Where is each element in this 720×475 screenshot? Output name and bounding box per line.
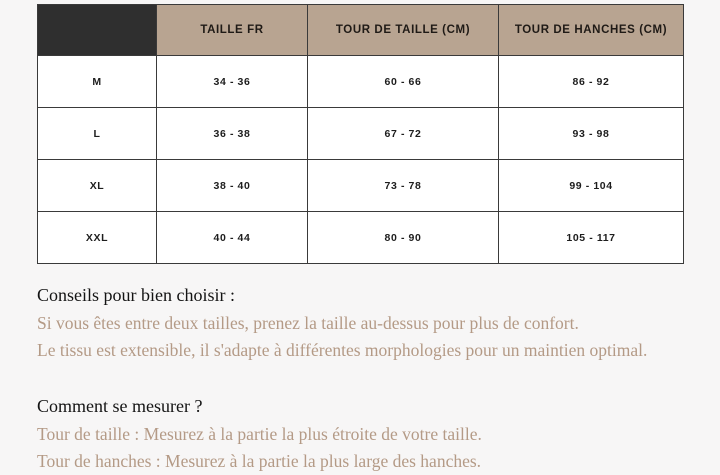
table-row [38, 56, 684, 108]
hips-cell: 86 - 92 [499, 56, 684, 108]
taille-fr-cell: 40 - 44 [157, 212, 308, 264]
measure-line-hips: Tour de hanches : Mesurez à la partie la plus large des hanches. [37, 451, 482, 471]
table-row [38, 160, 684, 212]
waist-cell: 80 - 90 [308, 212, 499, 264]
size-label-cell: M [38, 56, 157, 108]
size-label-cell: XL [38, 160, 157, 212]
taille-fr-cell: 38 - 40 [157, 160, 308, 212]
tips-line-stretch-fabric: Le tissu est extensible, il s'adapte à différentes morphologies pour un maintien optimal. [37, 340, 648, 360]
tips-section [37, 284, 647, 364]
taille-fr-cell: 36 - 38 [157, 108, 308, 160]
column-header-taille-fr: TAILLE FR [157, 5, 308, 56]
column-header-tour-de-hanches: TOUR DE HANCHES (CM) [499, 5, 684, 56]
table-header-row [38, 5, 684, 56]
hips-cell: 99 - 104 [499, 160, 684, 212]
measure-heading: Comment se mesurer ? [37, 396, 203, 416]
measure-section [37, 395, 482, 475]
waist-cell: 73 - 78 [308, 160, 499, 212]
tips-line-between-sizes: Si vous êtes entre deux tailles, prenez la taille au-dessus pour plus de confort. [37, 313, 579, 333]
hips-cell: 105 - 117 [499, 212, 684, 264]
table-corner-cell [38, 5, 157, 56]
waist-cell: 60 - 66 [308, 56, 499, 108]
measure-line-waist: Tour de taille : Mesurez à la partie la plus étroite de votre taille. [37, 424, 482, 444]
column-header-tour-de-taille: TOUR DE TAILLE (CM) [308, 5, 499, 56]
size-label-cell: L [38, 108, 157, 160]
waist-cell: 67 - 72 [308, 108, 499, 160]
hips-cell: 93 - 98 [499, 108, 684, 160]
taille-fr-cell: 34 - 36 [157, 56, 308, 108]
table-row [38, 212, 684, 264]
table-row [38, 108, 684, 160]
size-label-cell: XXL [38, 212, 157, 264]
size-chart-table [37, 4, 684, 264]
tips-heading: Conseils pour bien choisir : [37, 285, 235, 305]
